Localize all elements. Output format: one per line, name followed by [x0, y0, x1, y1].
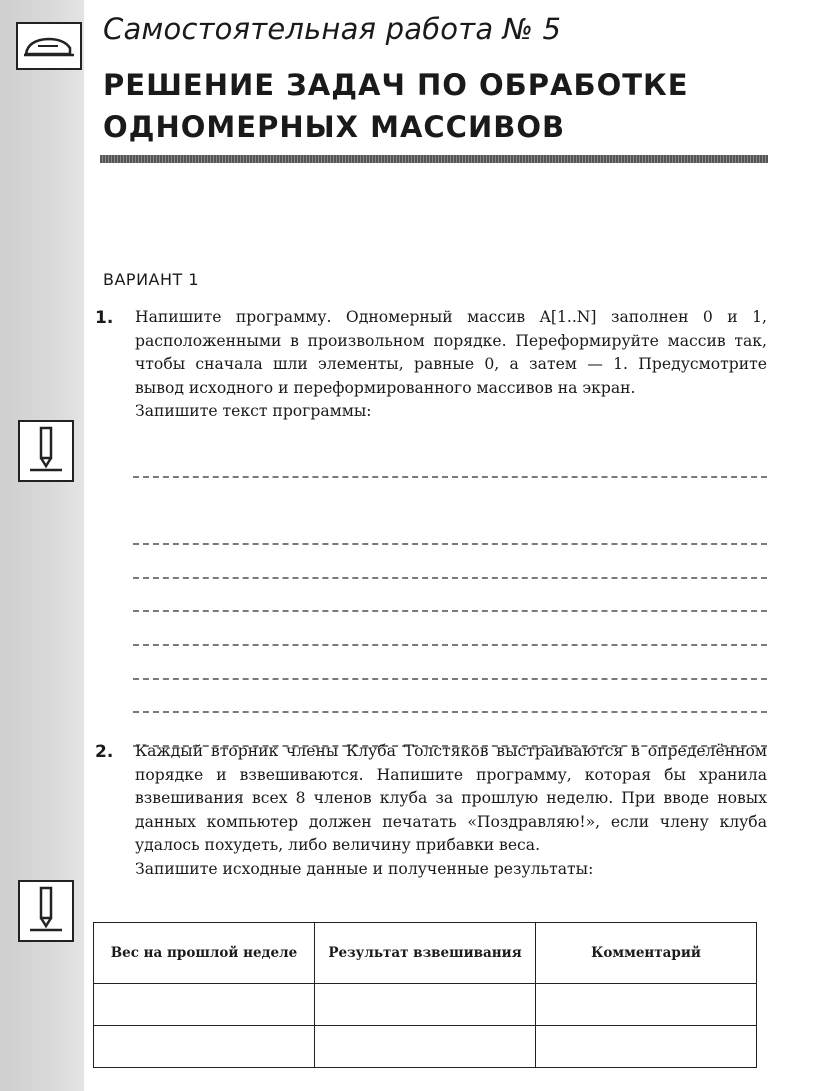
pen-icon — [18, 420, 74, 482]
work-subtitle: Самостоятельная работа № 5 — [103, 12, 562, 46]
table-cell[interactable] — [315, 984, 536, 1026]
task-prompt: Запишите текст программы: — [135, 402, 372, 421]
column-header: Результат взвешивания — [315, 923, 536, 984]
answer-line[interactable] — [133, 612, 767, 646]
answer-line[interactable] — [133, 545, 767, 579]
answer-line[interactable] — [133, 579, 767, 613]
column-header: Комментарий — [536, 923, 757, 984]
table-cell[interactable] — [536, 984, 757, 1026]
answer-lines — [133, 476, 767, 747]
answer-line[interactable] — [133, 476, 767, 478]
task-prompt: Запишите исходные данные и полученные результаты: — [135, 859, 594, 878]
task-text: Каждый вторник члены Клуба Толстяков выстраиваются в определённом порядке и взвешиваются. Напишите программу, которая бы хранила взвешивания всех 8 членов клуба за прошлую неделю. При вводе новых данных компьютер должен печатать «Поздравляю!», если члену клуба удалось похудеть, либо величину прибавки веса. — [135, 742, 767, 855]
table-cell[interactable] — [94, 1026, 315, 1068]
mouse-icon — [16, 22, 82, 70]
answer-line[interactable] — [133, 646, 767, 680]
table-cell[interactable] — [536, 1026, 757, 1068]
table-row — [94, 984, 757, 1026]
table-header-row — [94, 923, 757, 984]
table-row — [94, 1026, 757, 1068]
table-cell[interactable] — [315, 1026, 536, 1068]
variant-label: ВАРИАНТ 1 — [103, 270, 200, 289]
task-1 — [95, 306, 767, 424]
results-table — [93, 922, 757, 1068]
title-divider — [100, 155, 768, 163]
task-number: 1. — [95, 308, 114, 328]
task-text: Напишите программу. Одномерный массив A[1..N] заполнен 0 и 1, расположенными в произвольном порядке. Переформируйте массив так, чтобы сначала шли элементы, равные 0, а затем — 1. Предусмотрите вывод исходного и переформированного массивов на экран. — [135, 308, 767, 397]
table-cell[interactable] — [94, 984, 315, 1026]
page-title: РЕШЕНИЕ ЗАДАЧ ПО ОБРАБОТКЕ ОДНОМЕРНЫХ МАССИВОВ — [103, 68, 689, 144]
answer-line[interactable] — [133, 512, 767, 546]
pen-icon — [18, 880, 74, 942]
task-number: 2. — [95, 742, 114, 762]
column-header: Вес на прошлой неделе — [94, 923, 315, 984]
answer-line[interactable] — [133, 680, 767, 714]
task-2 — [95, 740, 767, 882]
